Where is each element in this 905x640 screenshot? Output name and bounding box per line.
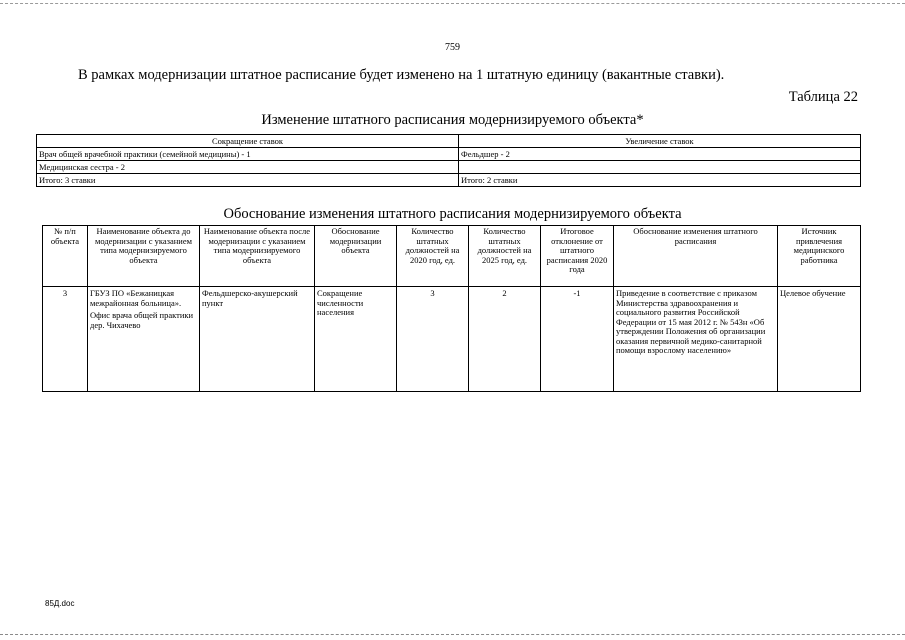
cell-num: 3 — [43, 287, 88, 392]
header-increase: Увеличение ставок — [459, 135, 861, 148]
cell-before-line1: ГБУЗ ПО «Бежаницкая межрайонная больница». — [90, 288, 182, 308]
cell-count-2020: 3 — [397, 287, 469, 392]
file-name-footer: 85Д.doc — [45, 599, 75, 608]
reduction-total-cell: Итого: 3 ставки — [37, 174, 459, 187]
header-after: Наименование объекта после модернизации с указанием типа модернизируемого объекта — [200, 226, 315, 287]
header-count-2025: Количество штатных должностей на 2025 год, ед. — [469, 226, 541, 287]
page-number: 759 — [445, 42, 460, 53]
reduction-cell: Врач общей врачебной практики (семейной медицины) - 1 — [37, 148, 459, 161]
cell-deviation: -1 — [541, 287, 614, 392]
table2-title: Обоснование изменения штатного расписания модернизируемого объекта — [223, 206, 682, 222]
header-before: Наименование объекта до модернизации с указанием типа модернизируемого объекта — [88, 226, 200, 287]
header-source: Источник привлечения медицинского работника — [778, 226, 861, 287]
cell-reason: Сокращение численности населения — [315, 287, 397, 392]
header-reduction: Сокращение ставок — [37, 135, 459, 148]
increase-cell: Фельдшер - 2 — [459, 148, 861, 161]
increase-cell — [459, 161, 861, 174]
scan-edge-top — [0, 3, 905, 4]
header-count-2020: Количество штатных должностей на 2020 год, ед. — [397, 226, 469, 287]
table-row — [37, 148, 861, 161]
table1-title: Изменение штатного расписания модернизируемого объекта* — [261, 112, 644, 128]
cell-source: Целевое обучение — [778, 287, 861, 392]
header-deviation: Итоговое отклонение от штатного расписания 2020 года — [541, 226, 614, 287]
header-num: № п/п объекта — [43, 226, 88, 287]
increase-total-cell: Итого: 2 ставки — [459, 174, 861, 187]
header-justification: Обоснование изменения штатного расписания — [614, 226, 778, 287]
table-label: Таблица 22 — [788, 89, 858, 105]
table-row — [37, 161, 861, 174]
cell-before — [88, 287, 200, 392]
cell-after: Фельдшерско-акушерский пункт — [200, 287, 315, 392]
justification-table — [42, 225, 861, 392]
cell-before-line2: Офис врача общей практики дер. Чихачево — [90, 310, 194, 330]
table2-header-row — [43, 226, 861, 287]
staff-change-table — [36, 134, 861, 187]
scan-edge-bottom — [0, 634, 905, 635]
cell-justification: Приведение в соответствие с приказом Министерства здравоохранения и социального развития Российской Федерации от 15 мая 2012 г. № 543н «Об утверждении Положения об организации оказания первичной медико-санитарной помощи взрослому населению» — [614, 287, 778, 392]
table-row — [37, 174, 861, 187]
cell-count-2025: 2 — [469, 287, 541, 392]
header-reason: Обоснование модернизации объекта — [315, 226, 397, 287]
intro-paragraph: В рамках модернизации штатное расписание будет изменено на 1 штатную единицу (вакантные ставки). — [78, 67, 725, 83]
table1-header-row — [37, 135, 861, 148]
table-row — [43, 287, 861, 392]
reduction-cell: Медицинская сестра - 2 — [37, 161, 459, 174]
